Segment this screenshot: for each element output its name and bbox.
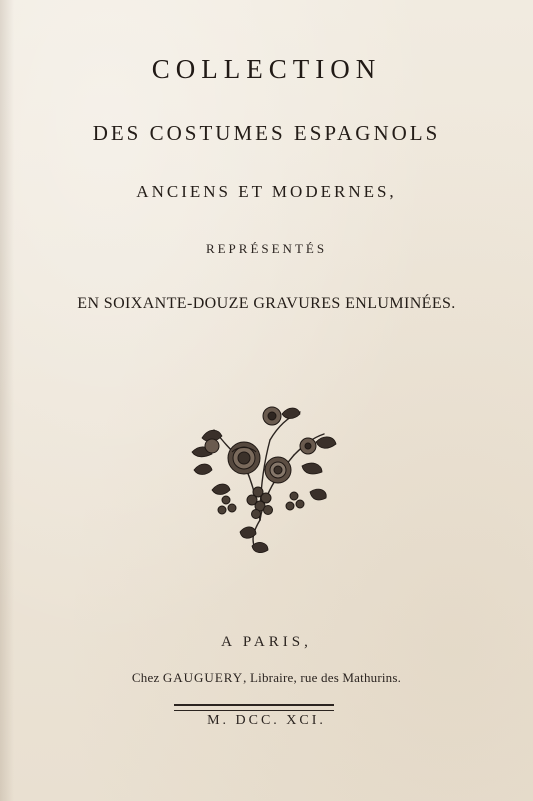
imprint-rule: [174, 704, 334, 711]
subtitle-line-2: ANCIENS ET MODERNES,: [136, 182, 397, 201]
imprint-date: M. DCC. XCI.: [207, 713, 326, 728]
publisher-name: GAUGUERY: [162, 670, 244, 685]
imprint-place: A PARIS,: [221, 634, 312, 650]
book-title: COLLECTION: [151, 54, 382, 84]
subtitle-line-4: EN SOIXANTE-DOUZE GRAVURES ENLUMINÉES.: [77, 295, 456, 312]
floral-bouquet-ornament-icon: [182, 400, 338, 554]
imprint-publisher: [0, 670, 533, 686]
publisher-address: , Libraire, rue des Mathurins.: [243, 670, 402, 685]
subtitle-line-3: REPRÉSENTÉS: [205, 241, 328, 256]
subtitle-line-1: DES COSTUMES ESPAGNOLS: [92, 121, 441, 145]
publisher-prefix: Chez: [131, 670, 160, 685]
